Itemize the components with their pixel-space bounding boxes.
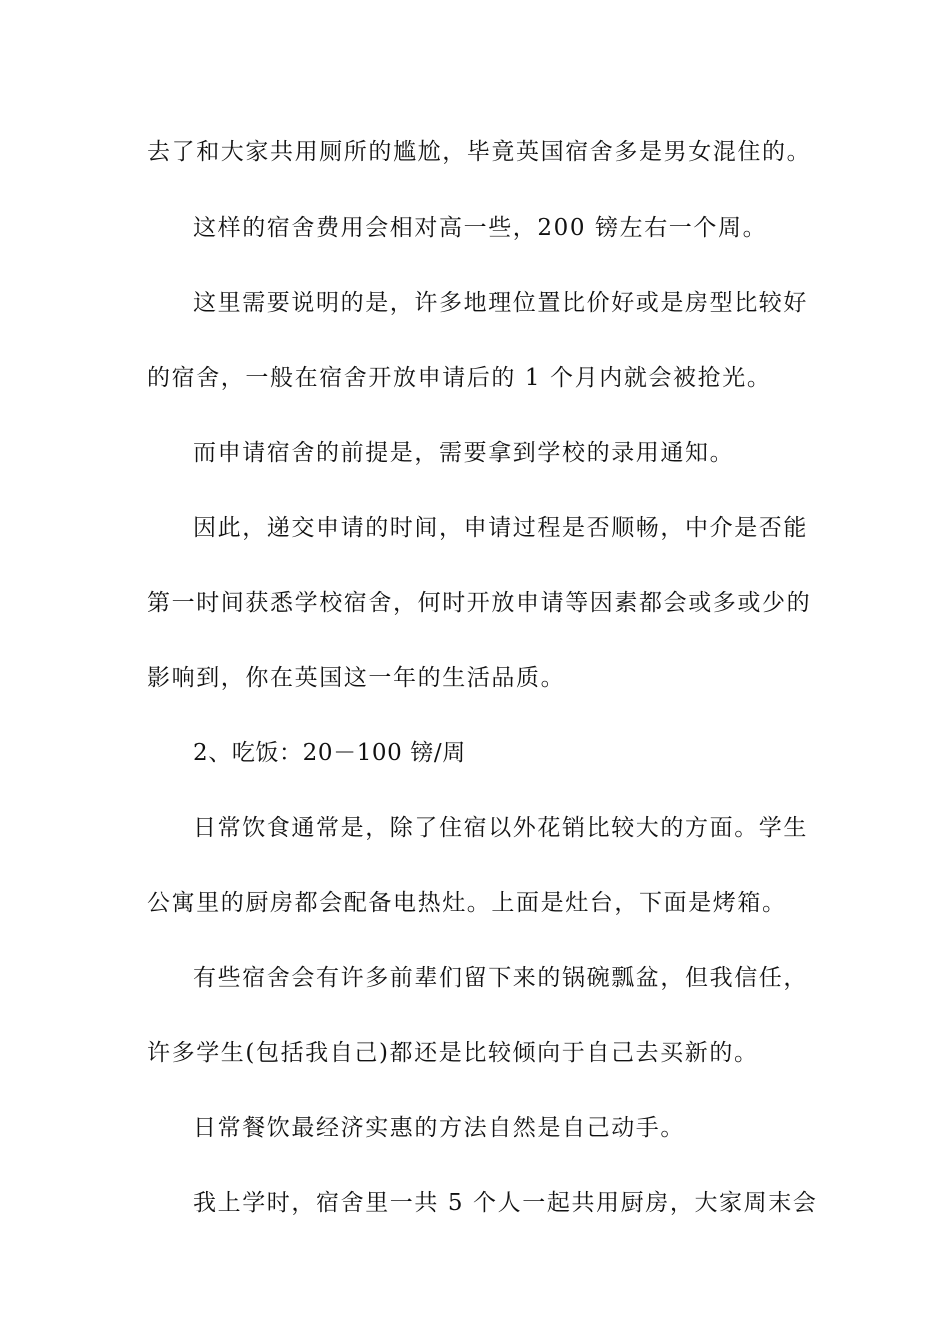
text-line: 有些宿舍会有许多前辈们留下来的锅碗瓢盆，但我信任， — [193, 965, 808, 991]
text-line: 公寓里的厨房都会配备电热灶。上面是灶台，下面是烤箱。 — [147, 890, 787, 916]
text-line: 我上学时，宿舍里一共 5 个人一起共用厨房，大家周末会 — [193, 1190, 818, 1216]
text-line: 影响到，你在英国这一年的生活品质。 — [147, 665, 566, 691]
text-line: 这里需要说明的是，许多地理位置比价好或是房型比较好 — [193, 290, 808, 316]
text-line: 的宿舍，一般在宿舍开放申请后的 1 个月内就会被抢光。 — [147, 365, 772, 391]
section-heading: 2、吃饭：20－100 镑/周 — [193, 740, 466, 766]
text-line: 许多学生(包括我自己)都还是比较倾向于自己去买新的。 — [147, 1040, 759, 1066]
text-line: 而申请宿舍的前提是，需要拿到学校的录用通知。 — [193, 440, 735, 466]
text-line: 日常饮食通常是，除了住宿以外花销比较大的方面。学生 — [193, 815, 808, 841]
text-line: 日常餐饮最经济实惠的方法自然是自己动手。 — [193, 1115, 685, 1141]
text-line: 去了和大家共用厕所的尴尬，毕竟英国宿舍多是男女混住的。 — [147, 139, 812, 165]
text-line: 因此，递交申请的时间，申请过程是否顺畅，中介是否能 — [193, 515, 808, 541]
text-line: 第一时间获悉学校宿舍，何时开放申请等因素都会或多或少的 — [147, 590, 812, 616]
text-line: 这样的宿舍费用会相对高一些，200 镑左右一个周。 — [193, 215, 768, 241]
